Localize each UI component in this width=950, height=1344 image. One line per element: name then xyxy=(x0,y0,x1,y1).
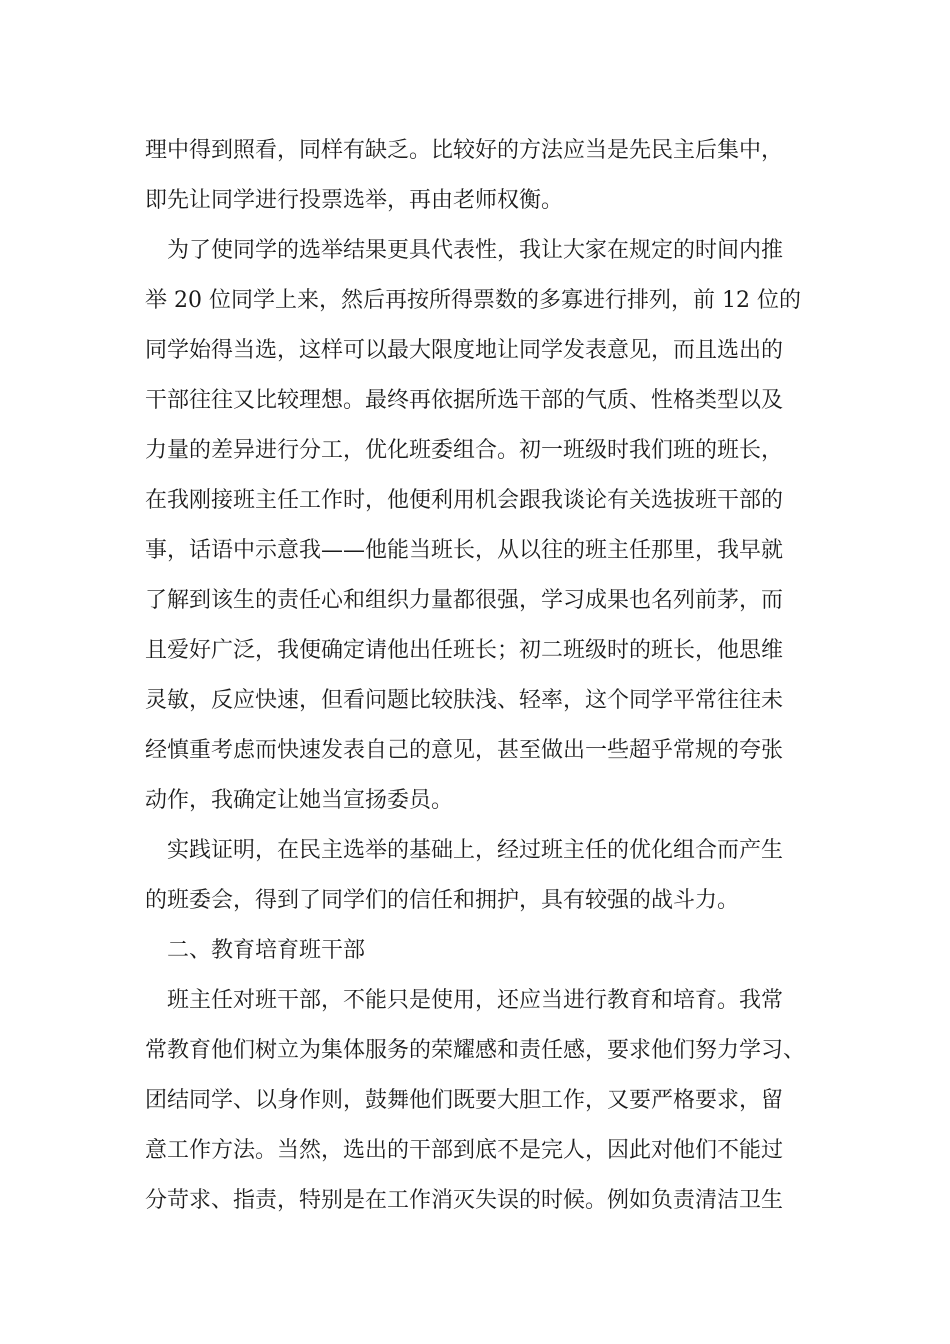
paragraph-start-line: 实践证明，在民主选举的基础上，经过班主任的优化组合而产生 xyxy=(167,838,784,863)
text-line: 常教育他们树立为集体服务的荣耀感和责任感，要求他们努力学习、 xyxy=(145,1038,806,1063)
text-line: 分苛求、指责，特别是在工作消灭失误的时候。例如负责清洁卫生 xyxy=(145,1188,784,1213)
text-line: 且爱好广泛，我便确定请他出任班长；初二班级时的班长，他思维 xyxy=(145,638,784,663)
text-line: 即先让同学进行投票选举，再由老师权衡。 xyxy=(145,188,564,213)
body-text xyxy=(145,126,825,1226)
text-line: 事，话语中示意我——他能当班长，从以往的班主任那里，我早就 xyxy=(145,538,784,563)
text-line: 同学始得当选，这样可以最大限度地让同学发表意见，而且选出的 xyxy=(145,338,784,363)
section-heading: 二、教育培育班干部 xyxy=(167,938,366,963)
paragraph-start-line: 班主任对班干部，不能只是使用，还应当进行教育和培育。我常 xyxy=(167,988,784,1013)
text-line: 理中得到照看，同样有缺乏。比较好的方法应当是先民主后集中， xyxy=(145,138,784,163)
text-line: 举 20 位同学上来，然后再按所得票数的多寡进行排列，前 12 位的 xyxy=(145,288,801,313)
text-line: 意工作方法。当然，选出的干部到底不是完人，因此对他们不能过 xyxy=(145,1138,784,1163)
text-line: 干部往往又比较理想。最终再依据所选干部的气质、性格类型以及 xyxy=(145,388,784,413)
paragraph-start-line: 为了使同学的选举结果更具代表性，我让大家在规定的时间内推 xyxy=(167,238,784,263)
text-line: 灵敏，反应快速，但看问题比较肤浅、轻率，这个同学平常往往未 xyxy=(145,688,784,713)
text-line: 动作，我确定让她当宣扬委员。 xyxy=(145,788,454,813)
text-line: 在我刚接班主任工作时，他便利用机会跟我谈论有关选拔班干部的 xyxy=(145,488,784,513)
text-line: 团结同学、以身作则，鼓舞他们既要大胆工作，又要严格要求，留 xyxy=(145,1088,784,1113)
text-line: 了解到该生的责任心和组织力量都很强，学习成果也名列前茅，而 xyxy=(145,588,784,613)
text-line: 的班委会，得到了同学们的信任和拥护，具有较强的战斗力。 xyxy=(145,888,740,913)
text-line: 力量的差异进行分工，优化班委组合。初一班级时我们班的班长， xyxy=(145,438,784,463)
text-line: 经慎重考虑而快速发表自己的意见，甚至做出一些超乎常规的夸张 xyxy=(145,738,784,763)
